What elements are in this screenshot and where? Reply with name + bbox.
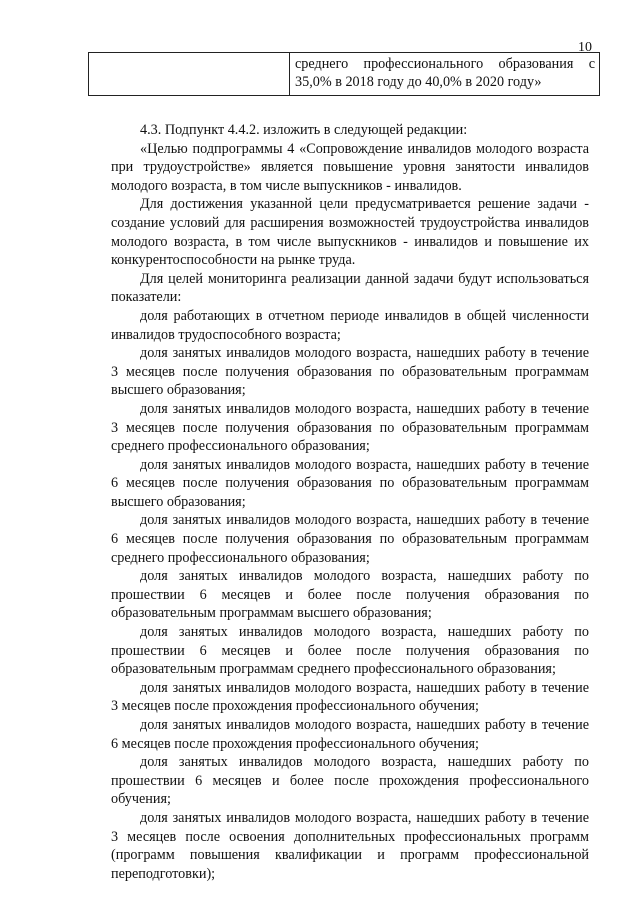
paragraph-indicators-intro: Для целей мониторинга реализации данной задачи будут использоваться показатели: (111, 270, 589, 306)
section-heading: 4.3. Подпункт 4.4.2. изложить в следующей редакции: (140, 122, 468, 138)
table-cell-text (290, 53, 599, 95)
indicator-item: доля занятых инвалидов молодого возраста, нашедших работу в течение 6 месяцев после прохождения профессионального обучения; (111, 717, 589, 752)
indicator-item: доля занятых инвалидов молодого возраста, нашедших работу в течение 6 месяцев после получения образования по образовательным программам среднего профессионального образования; (111, 512, 589, 566)
table-cell-line-1: среднего профессионального образования с (295, 56, 595, 72)
indicator-item: доля занятых инвалидов молодого возраста, нашедших работу в течение 3 месяцев после освоения дополнительных профессиональных программ (программ повышения квалификации и программ профессиональной переподготовки); (111, 809, 589, 882)
indicator-item: доля занятых инвалидов молодого возраста, нашедших работу в течение 3 месяцев после получения образования по образовательным программам среднего профессионального образования; (111, 400, 589, 455)
indicator-item: доля занятых инвалидов молодого возраста, нашедших работу в течение 3 месяцев после получения образования по образовательным программам высшего образования; (111, 345, 589, 399)
page-number: 10 (578, 40, 592, 55)
table-cell-empty (89, 53, 290, 95)
indicator-item: доля работающих в отчетном периоде инвалидов в общей численности инвалидов трудоспособного возраста; (111, 307, 589, 343)
table-fragment (88, 52, 600, 96)
indicator-item: доля занятых инвалидов молодого возраста, нашедших работу в течение 3 месяцев после прохождения профессионального обучения; (111, 679, 589, 715)
indicator-item: доля занятых инвалидов молодого возраста, нашедших работу по прошествии 6 месяцев и более после прохождения профессионального обучения; (111, 754, 589, 808)
table-cell-line-2: 35,0% в 2018 году до 40,0% в 2020 году» (295, 74, 542, 90)
indicator-item: доля занятых инвалидов молодого возраста, нашедших работу в течение 6 месяцев после получения образования по образовательным программам высшего образования; (111, 456, 589, 510)
document-body (111, 121, 589, 883)
indicator-item: доля занятых инвалидов молодого возраста, нашедших работу по прошествии 6 месяцев и более после получения образования по образовательным программам высшего образования; (111, 568, 589, 622)
indicator-item: доля занятых инвалидов молодого возраста, нашедших работу по прошествии 6 месяцев и более после получения образования по образовательным программам среднего профессионального образования; (111, 624, 589, 678)
paragraph-goal: «Целью подпрограммы 4 «Сопровождение инвалидов молодого возраста при трудоустройстве» является повышение уровня занятости инвалидов молодого возраста, в том числе выпускников - инвалидов. (111, 140, 589, 194)
paragraph-task: Для достижения указанной цели предусматривается решение задачи - создание условий для расширения возможностей трудоустройства инвалидов молодого возраста, в том числе выпускников - инвалидов и повышение их конкурентоспособности на рынке труда. (111, 196, 589, 269)
